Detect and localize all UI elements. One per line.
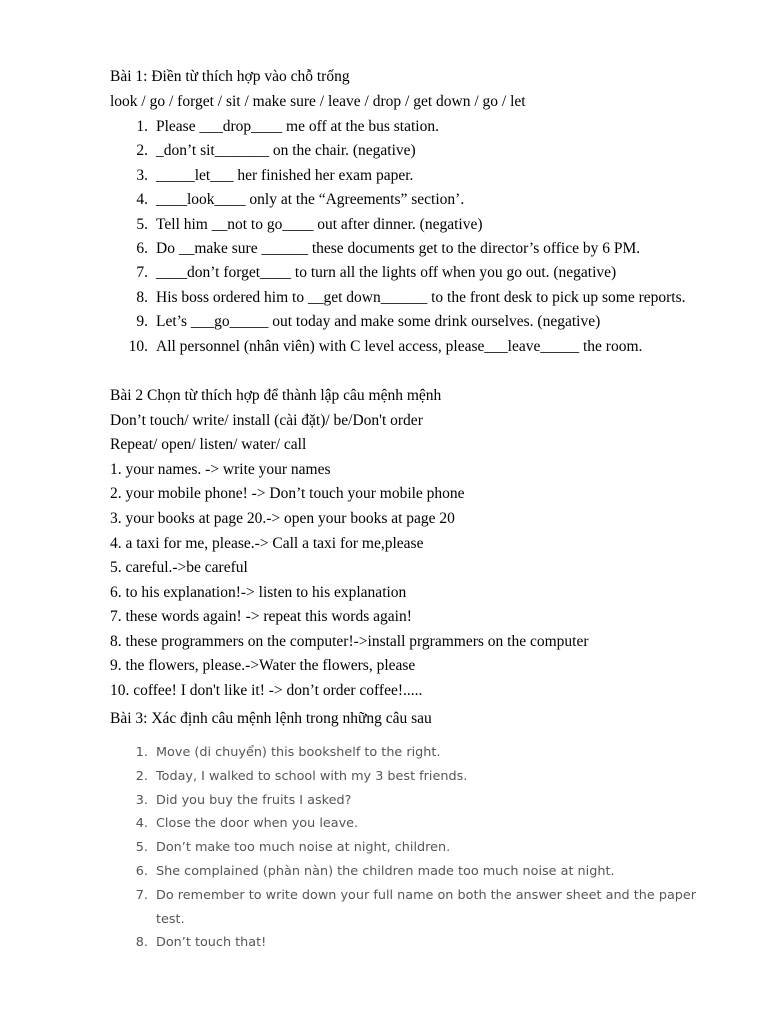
ex2-item: 4. a taxi for me, please.-> Call a taxi for me,please — [110, 535, 424, 552]
item-number: 7. — [135, 887, 148, 903]
ex2-title: Bài 2 Chọn từ thích hợp để thành lập câu mệnh mệnh — [110, 387, 442, 404]
item-number: 7. — [136, 264, 148, 282]
ex3-list — [128, 741, 698, 955]
list-item — [128, 789, 698, 813]
list-item — [128, 164, 698, 188]
item-number: 4. — [135, 816, 148, 832]
ex2-item: 6. to his explanation!-> listen to his explanation — [110, 584, 407, 601]
item-text: ____look____ only at the “Agreements” section’. — [156, 191, 465, 209]
item-text: Please ___drop____ me off at the bus station. — [156, 118, 439, 135]
ex1-title: Bài 1: Điền từ thích hợp vào chỗ trống — [110, 68, 350, 85]
item-text: _don’t sit_______ on the chair. (negative) — [156, 142, 416, 160]
list-item — [128, 765, 698, 789]
list-item — [128, 139, 698, 163]
item-number: 3. — [135, 792, 148, 808]
list-item — [128, 812, 698, 836]
item-text: ____don’t forget____ to turn all the lights off when you go out. (negative) — [156, 264, 617, 282]
item-text: Do __make sure ______ these documents get to the director’s office by 6 PM. — [156, 240, 641, 258]
item-number: 6. — [135, 863, 148, 879]
ex2-word-bank-1: Don’t touch/ write/ install (cài đặt)/ be/Don't order — [110, 412, 423, 429]
list-item — [128, 310, 698, 334]
list-item — [128, 261, 698, 285]
list-item — [128, 836, 698, 860]
item-text: _____let___ her finished her exam paper. — [156, 166, 414, 184]
item-text: Did you buy the fruits I asked? — [156, 792, 352, 808]
item-text: Do remember to write down your full name on both the answer sheet and the paper test. — [156, 887, 697, 927]
ex2-word-bank-2: Repeat/ open/ listen/ water/ call — [110, 436, 307, 453]
item-number: 5. — [135, 840, 148, 856]
item-number: 1. — [135, 745, 148, 760]
ex1-list — [128, 115, 698, 359]
item-number: 8. — [135, 935, 148, 951]
ex2-item: 8. these programmers on the computer!->install prgrammers on the computer — [110, 633, 589, 650]
list-item — [128, 931, 698, 955]
list-item — [128, 860, 698, 884]
ex3-title: Bài 3: Xác định câu mệnh lệnh trong những câu sau — [110, 710, 432, 727]
ex2-item: 2. your mobile phone! -> Don’t touch your mobile phone — [110, 485, 465, 502]
item-number: 10. — [128, 337, 148, 355]
item-text: Close the door when you leave. — [156, 816, 359, 832]
ex2-item: 7. these words again! -> repeat this words again! — [110, 608, 412, 625]
ex2-item: 3. your books at page 20.-> open your books at page 20 — [110, 510, 455, 527]
list-item — [128, 741, 698, 765]
ex2-item: 1. your names. -> write your names — [110, 461, 331, 478]
item-number: 2. — [136, 142, 148, 160]
item-text: Tell him __not to go____ out after dinner. (negative) — [156, 215, 483, 233]
item-text: All personnel (nhân viên) with C level access, please___leave_____ the room. — [156, 337, 643, 355]
item-text: Today, I walked to school with my 3 best friends. — [156, 768, 468, 784]
ex2-item: 5. careful.->be careful — [110, 559, 248, 576]
item-number: 6. — [136, 240, 148, 258]
item-text: Don’t touch that! — [156, 935, 267, 951]
list-item — [128, 213, 698, 237]
list-item — [128, 237, 698, 261]
list-item — [128, 188, 698, 212]
list-item — [128, 286, 698, 310]
item-number: 8. — [136, 288, 148, 306]
item-text: Don’t make too much noise at night, children. — [156, 840, 451, 856]
list-item — [128, 884, 698, 932]
ex2-item: 10. coffee! I don't like it! -> don’t order coffee!..... — [110, 682, 423, 699]
item-number: 9. — [136, 313, 148, 331]
ex1-word-bank: look / go / forget / sit / make sure / leave / drop / get down / go / let — [110, 93, 526, 110]
item-text: She complained (phàn nàn) the children made too much noise at night. — [156, 863, 615, 879]
item-text: His boss ordered him to __get down______ to the front desk to pick up some reports. — [156, 288, 686, 306]
list-item — [128, 115, 698, 139]
item-number: 4. — [136, 191, 148, 209]
item-number: 5. — [136, 215, 148, 233]
item-text: Move (di chuyển) this bookshelf to the right. — [156, 745, 441, 760]
item-number: 3. — [136, 166, 148, 184]
item-number: 1. — [136, 118, 148, 135]
ex2-item: 9. the flowers, please.->Water the flowers, please — [110, 657, 416, 674]
item-text: Let’s ___go_____ out today and make some drink ourselves. (negative) — [156, 313, 601, 331]
list-item — [128, 335, 698, 359]
item-number: 2. — [135, 768, 148, 784]
